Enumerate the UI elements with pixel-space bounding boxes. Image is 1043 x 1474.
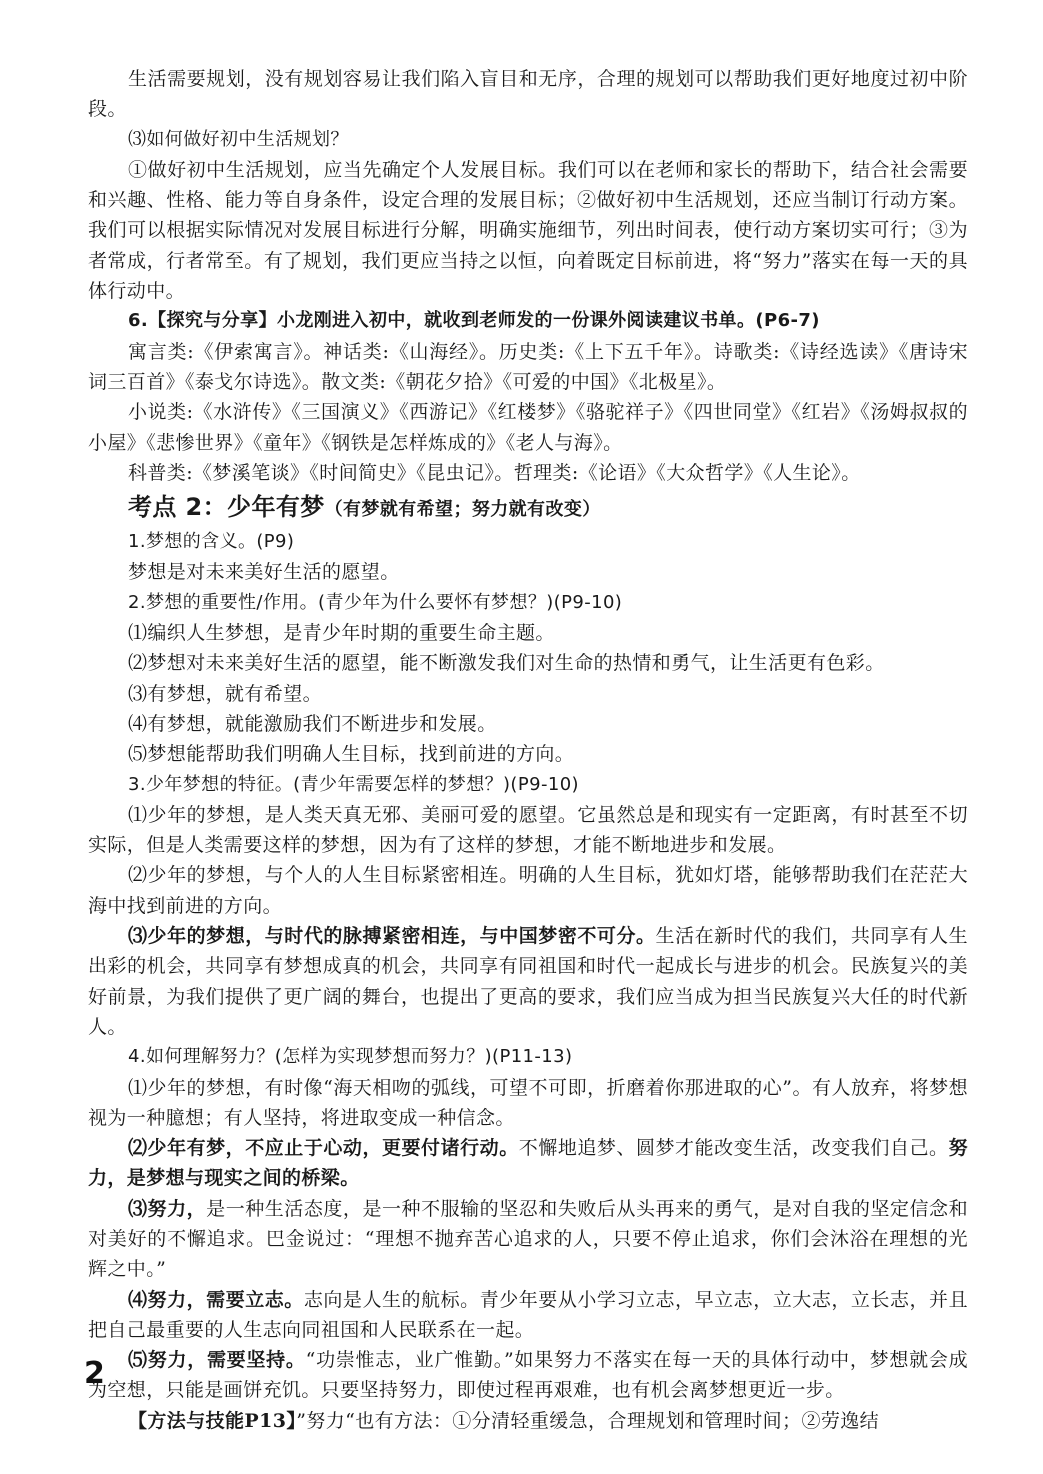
booklist-science: 科普类:《梦溪笔谈》《时间简史》《昆虫记》。哲理类:《论语》《大众哲学》《人生论》。 bbox=[128, 461, 861, 484]
kaodian2-title: 考点 2：少年有梦 bbox=[128, 493, 325, 522]
s2-item-4: ⑷有梦想，就能激励我们不断进步和发展。 bbox=[128, 712, 497, 735]
s4-para-5-text: “功崇惟志，业广惟勤。”如果努力不落实在每一天的具体行动中，梦想就会成为空想，只能是画饼充饥。只要坚持努力，即使过程再艰难，也有机会离梦想更近一步。 bbox=[88, 1349, 968, 1402]
s4-para-5 bbox=[88, 1345, 968, 1406]
s4-para-2-text: 不懈地追梦、圆梦才能改变生活，改变我们自己。 bbox=[518, 1137, 949, 1160]
s4-para-2-bold: ⑵少年有梦，不应止于心动，更要付诸行动。 bbox=[128, 1137, 519, 1160]
s2-item-5: ⑸梦想能帮助我们明确人生目标，找到前进的方向。 bbox=[128, 743, 575, 766]
s4-para-3 bbox=[88, 1194, 968, 1285]
item6-heading: 6.【探究与分享】小龙刚进入初中，就收到老师发的一份课外阅读建议书单。(P6-7) bbox=[128, 310, 820, 332]
s4-heading: 4.如何理解努力？(怎样为实现梦想而努力？)(P11-13) bbox=[128, 1046, 573, 1068]
intro-paragraph: 生活需要规划，没有规划容易让我们陷入盲目和无序，合理的规划可以帮助我们更好地度过初中阶段。 bbox=[88, 68, 968, 121]
s4-para-4 bbox=[88, 1285, 968, 1346]
s3-para-3-bold: ⑶少年的梦想，与时代的脉搏紧密相连，与中国梦密不可分。 bbox=[128, 925, 656, 948]
booklist-novels: 小说类:《水浒传》《三国演义》《西游记》《红楼梦》《骆驼祥子》《四世同堂》《红岩》《汤姆叔叔的小屋》《悲惨世界》《童年》《钢铁是怎样炼成的》《老人与海》。 bbox=[88, 401, 968, 454]
q3-body: ①做好初中生活规划，应当先确定个人发展目标。我们可以在老师和家长的帮助下，结合社会需要和兴趣、性格、能力等自身条件，设定合理的发展目标；②做好初中生活规划，还应当制订行动方案。我们可以根据实际情况对发展目标进行分解，明确实施细节，列出时间表，使行动方案切实可行；③为者常成，行者常至。有了规划，我们更应当持之以恒，向着既定目标前进，将“努力”落实在每一天的具体行动中。 bbox=[88, 158, 968, 303]
s2-item-1: ⑴编织人生梦想，是青少年时期的重要生命主题。 bbox=[128, 622, 555, 645]
s3-para-3 bbox=[88, 921, 968, 1042]
s1-heading: 1.梦想的含义。(P9) bbox=[128, 531, 295, 553]
document-page bbox=[88, 64, 968, 1436]
kaodian2-heading bbox=[88, 490, 968, 527]
s3-para-2: ⑵少年的梦想，与个人的人生目标紧密相连。明确的人生目标，犹如灯塔，能够帮助我们在茫茫大海中找到前进的方向。 bbox=[88, 864, 968, 917]
s4-para-3-bold: ⑶努力， bbox=[128, 1197, 207, 1220]
method-label: 【方法与技能P13】 bbox=[128, 1409, 297, 1432]
s4-para-2-bold-2: 努力，是梦想与现实之间的桥梁。 bbox=[88, 1137, 968, 1190]
s4-para-3-text: 是一种生活态度，是一种不服输的坚忍和失败后从头再来的勇气，是对自我的坚定信念和对美好的不懈追求。巴金说过：“理想不抛弃苦心追求的人，只要不停止追求，你们会沐浴在理想的光辉之中。” bbox=[88, 1197, 968, 1281]
s1-body: 梦想是对未来美好生活的愿望。 bbox=[128, 561, 400, 584]
s4-para-2 bbox=[88, 1133, 968, 1194]
booklist-fable-poetry: 寓言类:《伊索寓言》。神话类:《山海经》。历史类:《上下五千年》。诗歌类:《诗经选读》《唐诗宋词三百首》《泰戈尔诗选》。散文类:《朝花夕拾》《可爱的中国》《北极星》。 bbox=[88, 340, 968, 393]
s3-para-3-text: 生活在新时代的我们，共同享有人生出彩的机会，共同享有梦想成真的机会，共同享有同祖国和时代一起成长与进步的机会。民族复兴的美好前景，为我们提供了更广阔的舞台，也提出了更高的要求，我们应当成为担当民族复兴大任的时代新人。 bbox=[88, 925, 968, 1038]
q3-heading: ⑶如何做好初中生活规划？ bbox=[128, 128, 349, 150]
s4-para-5-bold: ⑸努力，需要坚持。 bbox=[128, 1349, 306, 1372]
s3-para-1: ⑴少年的梦想，是人类天真无邪、美丽可爱的愿望。它虽然总是和现实有一定距离，有时甚至不切实际，但是人类需要这样的梦想，因为有了这样的梦想，才能不断地进步和发展。 bbox=[88, 803, 968, 857]
method-text: ”努力“也有方法：①分清轻重缓急，合理规划和管理时间；②劳逸结 bbox=[296, 1409, 880, 1432]
s2-item-3: ⑶有梦想，就有希望。 bbox=[128, 682, 323, 705]
s4-para-4-text: 志向是人生的航标。青少年要从小学习立志，早立志，立大志，立长志，并且把自己最重要的人生志向同祖国和人民联系在一起。 bbox=[88, 1288, 968, 1341]
page-number: 2 bbox=[84, 1356, 105, 1391]
s3-heading: 3.少年梦想的特征。(青少年需要怎样的梦想？)(P9-10) bbox=[128, 773, 579, 795]
kaodian2-subtitle: （有梦就有希望；努力就有改变） bbox=[324, 499, 601, 521]
s4-para-4-bold: ⑷努力，需要立志。 bbox=[128, 1288, 304, 1311]
s4-para-1: ⑴少年的梦想，有时像“海天相吻的弧线，可望不可即，折磨着你那进取的心”。有人放弃，将梦想视为一种臆想；有人坚持，将进取变成一种信念。 bbox=[88, 1076, 968, 1129]
method-paragraph bbox=[88, 1406, 968, 1436]
s2-item-2: ⑵梦想对未来美好生活的愿望，能不断激发我们对生命的热情和勇气，让生活更有色彩。 bbox=[128, 652, 885, 675]
s2-heading: 2.梦想的重要性/作用。(青少年为什么要怀有梦想？)(P9-10) bbox=[128, 591, 623, 613]
